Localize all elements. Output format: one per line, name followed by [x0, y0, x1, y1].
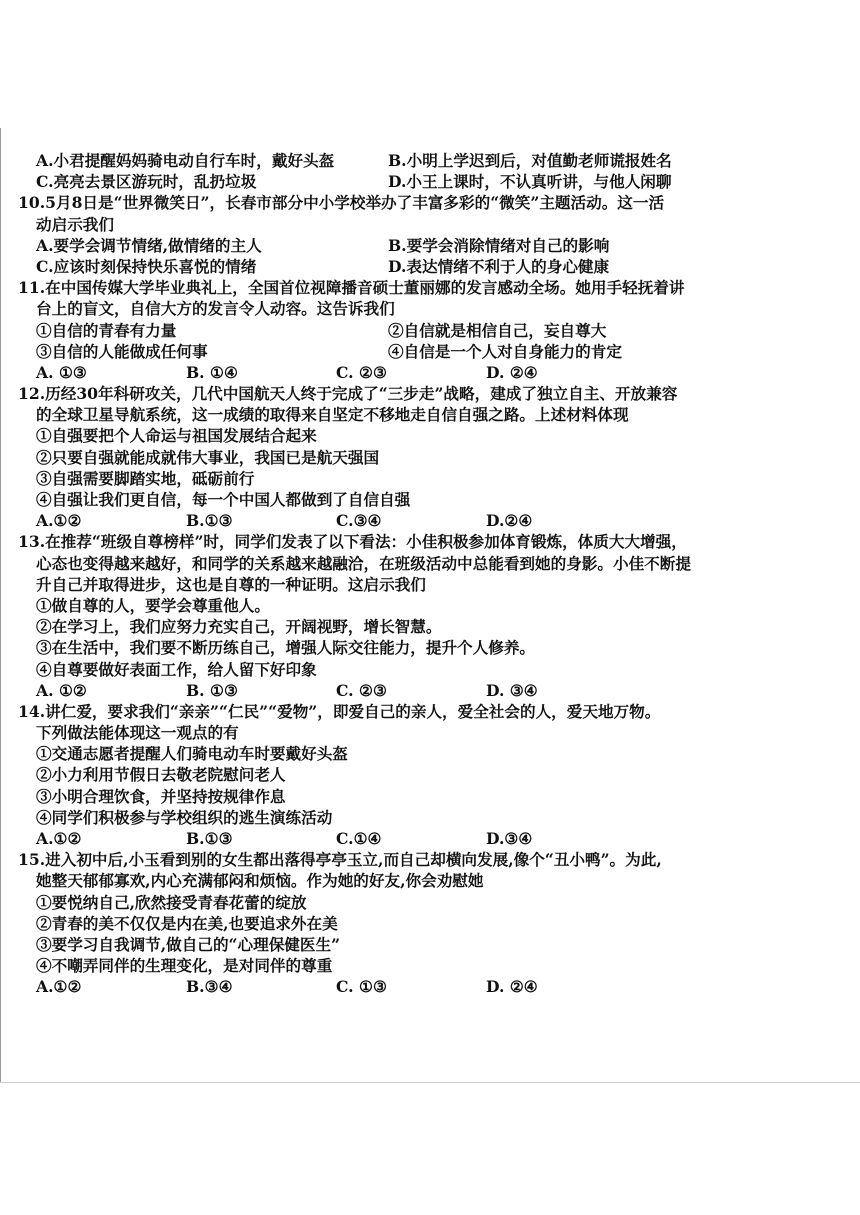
- statement-3: ③小明合理饮食，并坚持按规律作息: [36, 786, 286, 806]
- answer-options: [28, 510, 828, 531]
- option-d: D.②④: [486, 511, 533, 531]
- option-a: A.①②: [36, 977, 82, 997]
- options-row: [28, 150, 828, 171]
- option-b: B.小明上学迟到后，对值勤老师谎报姓名: [388, 151, 672, 170]
- question-15-stem-cont: 她整天郁郁寡欢,内心充满郁闷和烦恼。作为她的好友,你会劝慰她: [36, 871, 484, 891]
- option-c: C.亮亮去景区游玩时，乱扔垃圾: [36, 172, 257, 192]
- option-b: B. ①③: [186, 680, 238, 700]
- option-c: C. ②③: [336, 680, 387, 700]
- option-c: C. ②③: [336, 362, 387, 382]
- option-b: B.③④: [186, 977, 233, 997]
- statement-3: ③要学习自我调节,做自己的“心理保健医生”: [36, 934, 341, 954]
- statement-2: ②自信就是相信自己，妄自尊大: [388, 320, 607, 340]
- option-a: A.小君提醒妈妈骑电动自行车时，戴好头盔: [36, 151, 335, 170]
- statement-2: ②小力利用节假日去敬老院慰问老人: [36, 765, 286, 785]
- option-a: A.①②: [36, 829, 82, 848]
- option-c: C.①④: [336, 829, 382, 848]
- statements-row: [28, 320, 828, 341]
- question-10-stem-cont: 动启示我们: [36, 214, 114, 234]
- question-15-stem: 15.进入初中后,小玉看到别的女生都出落得亭亭玉立,而自己却横向发展,像个“丑小鸭”。为此,: [18, 850, 662, 870]
- question-14-stem: 14.讲仁爱，要求我们“亲亲”“仁民”“爱物”，即爱自己的亲人，爱全社会的人，爱天地万物。: [18, 701, 661, 721]
- statement-4: ④不嘲弄同伴的生理变化，是对同伴的尊重: [36, 956, 333, 976]
- statement-2: ②在学习上，我们应努力充实自己，开阔视野，增长智慧。: [36, 617, 442, 637]
- question-14-stem-cont: 下列做法能体现这一观点的有: [36, 723, 239, 743]
- question-10-stem: 10.5月8日是“世界微笑日”，长春市部分中小学校举办了丰富多彩的“微笑”主题活动。这一活: [18, 193, 665, 213]
- statement-4: ④自信是一个人对自身能力的肯定: [388, 341, 622, 361]
- option-a: A. ①②: [36, 680, 87, 700]
- answer-options: [28, 362, 828, 383]
- option-b: B.①③: [186, 511, 233, 531]
- statement-4: ④同学们积极参与学校组织的逃生演练活动: [36, 807, 333, 827]
- statement-1: ①要悦纳自己,欣然接受青春花蕾的绽放: [36, 892, 307, 912]
- statement-3: ③自信的人能做成任何事: [36, 341, 208, 361]
- options-row: [28, 256, 828, 277]
- question-12-stem-cont: 的全球卫星导航系统，这一成绩的取得来自坚定不移地走自信自强之路。上述材料体现: [36, 405, 629, 425]
- question-13-stem: 13.在推荐“班级自尊榜样”时，同学们发表了以下看法：小佳积极参加体育锻炼，体质大大增强，: [18, 532, 687, 552]
- page-left-edge: [0, 128, 1, 1083]
- question-11-stem: 11.在中国传媒大学毕业典礼上，全国首位视障播音硕士董丽娜的发言感动全场。她用手轻抚着讲: [18, 278, 685, 298]
- option-d: D. ③④: [486, 680, 538, 700]
- option-d: D.③④: [486, 829, 533, 848]
- page-bottom-edge: [0, 1082, 860, 1083]
- option-d: D.表达情绪不利于人的身心健康: [388, 256, 610, 276]
- option-a: A.①②: [36, 511, 82, 531]
- option-b: B.要学会消除情绪对自己的影响: [388, 235, 610, 255]
- statements-row: [28, 341, 828, 362]
- options-row: [28, 235, 828, 256]
- statement-1: ①做自尊的人，要学会尊重他人。: [36, 595, 270, 615]
- option-a: A.要学会调节情绪,做情绪的主人: [36, 235, 262, 255]
- statement-3: ③自强需要脚踏实地，砥砺前行: [36, 468, 255, 488]
- option-c: C.应该时刻保持快乐喜悦的情绪: [36, 256, 257, 276]
- question-13-stem-cont: 升自己并取得进步，这也是自尊的一种证明。这启示我们: [36, 574, 426, 594]
- answer-options: [28, 680, 828, 701]
- option-b: B.①③: [186, 829, 233, 848]
- statement-4: ④自强让我们更自信，每一个中国人都做到了自信自强: [36, 490, 411, 509]
- statement-2: ②只要自强就能成就伟大事业，我国已是航天强国: [36, 447, 380, 467]
- statement-2: ②青春的美不仅仅是内在美,也要追求外在美: [36, 913, 338, 933]
- options-row: [28, 171, 828, 192]
- statement-4: ④自尊要做好表面工作，给人留下好印象: [36, 659, 317, 679]
- answer-options: [28, 828, 828, 849]
- question-13-stem-cont: 心态也变得越来越好，和同学的关系越来越融洽，在班级活动中总能看到她的身影。小佳不断提: [36, 553, 691, 573]
- question-11-stem-cont: 台上的盲文，自信大方的发言令人动容。这告诉我们: [36, 299, 395, 319]
- statement-1: ①自强要把个人命运与祖国发展结合起来: [36, 426, 317, 446]
- option-d: D. ②④: [486, 977, 538, 997]
- option-d: D.小王上课时，不认真听讲，与他人闲聊: [388, 172, 672, 192]
- option-d: D. ②④: [486, 362, 538, 382]
- statement-3: ③在生活中，我们要不断历练自己，增强人际交往能力，提升个人修养。: [36, 638, 536, 658]
- option-c: C. ①③: [336, 977, 387, 997]
- question-12-stem: 12.历经30年科研攻关，几代中国航天人终于完成了“三步走”战略，建成了独立自主、开放兼容: [18, 384, 678, 404]
- statement-1: ①自信的青春有力量: [36, 320, 177, 340]
- option-b: B. ①④: [186, 362, 238, 382]
- option-a: A. ①③: [36, 362, 87, 382]
- answer-options: [28, 976, 828, 997]
- option-c: C.③④: [336, 511, 382, 531]
- statement-1: ①交通志愿者提醒人们骑电动车时要戴好头盔: [36, 744, 348, 764]
- exam-sheet: [18, 150, 828, 998]
